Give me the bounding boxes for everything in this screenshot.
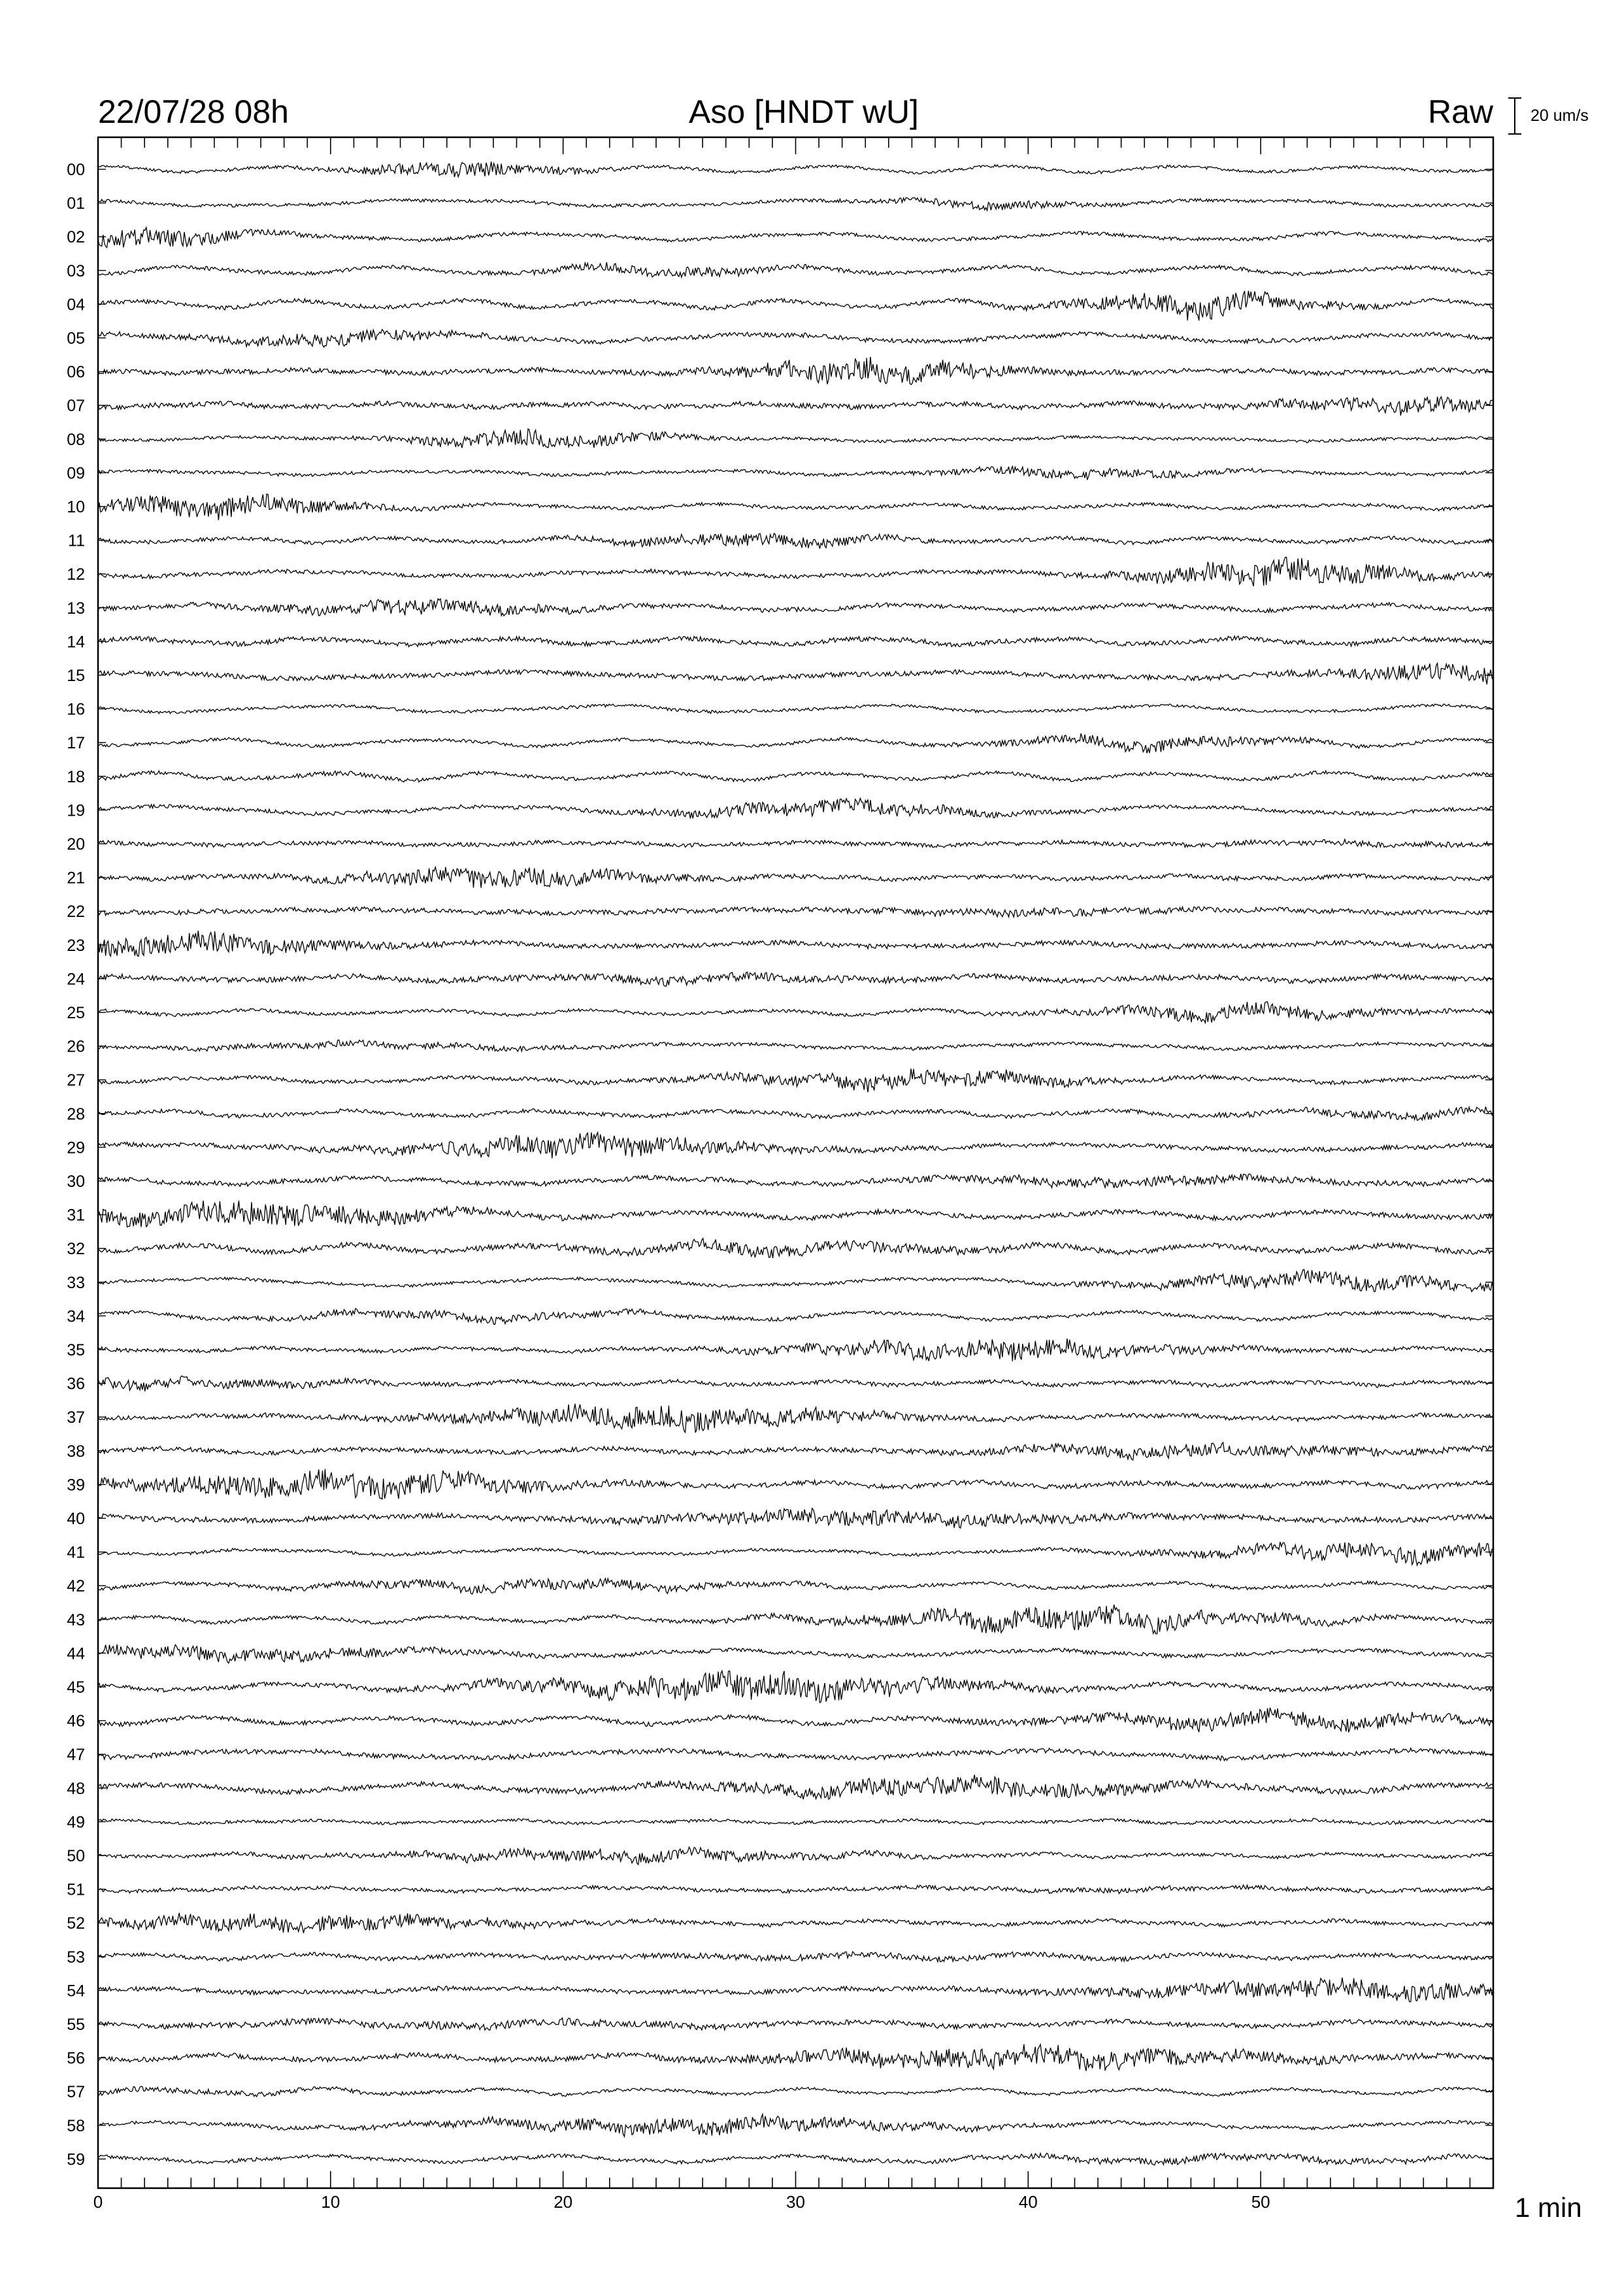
row-label: 38 — [67, 1442, 85, 1461]
row-label: 46 — [67, 1712, 85, 1731]
row-label: 41 — [67, 1543, 85, 1562]
row-label: 24 — [67, 970, 85, 989]
trace-row — [98, 1748, 1493, 1761]
trace-row — [98, 1239, 1493, 1258]
row-label: 02 — [67, 228, 85, 247]
trace-row — [98, 1308, 1493, 1324]
trace-row — [98, 1978, 1493, 2002]
trace-row — [98, 467, 1493, 480]
row-label: 56 — [67, 2049, 85, 2068]
trace-row — [98, 1644, 1493, 1663]
trace-row — [98, 2086, 1493, 2097]
row-label: 23 — [67, 936, 85, 955]
trace-row — [98, 599, 1493, 616]
trace-row — [98, 429, 1493, 448]
trace-row — [98, 1542, 1493, 1565]
row-label: 45 — [67, 1678, 85, 1697]
row-label: 27 — [67, 1071, 85, 1090]
row-label: 26 — [67, 1037, 85, 1056]
trace-row — [98, 2153, 1493, 2165]
row-label: 59 — [67, 2150, 85, 2169]
trace-row — [98, 2044, 1493, 2071]
row-label: 57 — [67, 2083, 85, 2102]
trace-row — [98, 262, 1493, 277]
row-label: 17 — [67, 734, 85, 753]
trace-row — [98, 357, 1493, 384]
row-label: 07 — [67, 397, 85, 416]
row-label: 53 — [67, 1948, 85, 1967]
trace-row — [98, 931, 1493, 956]
x-axis-label: 1 min — [1515, 2192, 1582, 2223]
trace-row — [98, 161, 1493, 177]
row-label: 14 — [67, 633, 85, 652]
trace-row — [98, 227, 1493, 248]
trace-row — [98, 972, 1493, 986]
trace-row — [98, 1885, 1493, 1893]
trace-row — [98, 1404, 1493, 1433]
row-label: 03 — [67, 261, 85, 280]
trace-row — [98, 1469, 1493, 1499]
row-label: 54 — [67, 1982, 85, 2001]
row-label: 31 — [67, 1206, 85, 1225]
traces — [98, 161, 1493, 2165]
trace-row — [98, 1708, 1493, 1733]
row-label: 30 — [67, 1173, 85, 1191]
x-tick-label: 40 — [1018, 2192, 1038, 2212]
row-label: 28 — [67, 1105, 85, 1123]
trace-row — [98, 1578, 1493, 1594]
row-label: 22 — [67, 903, 85, 922]
trace-row — [98, 533, 1493, 548]
row-label: 21 — [67, 869, 85, 888]
row-label: 50 — [67, 1847, 85, 1865]
row-label: 13 — [67, 599, 85, 618]
row-label: 33 — [67, 1273, 85, 1292]
x-tick-label: 50 — [1251, 2192, 1270, 2212]
date-hour-label: 22/07/28 08h — [98, 93, 289, 130]
trace-row — [98, 1913, 1493, 1933]
trace-row — [98, 867, 1493, 888]
row-label: 39 — [67, 1476, 85, 1495]
trace-row — [98, 2114, 1493, 2137]
trace-row — [98, 1775, 1493, 1800]
trace-row — [98, 1605, 1493, 1634]
row-label: 01 — [67, 194, 85, 213]
trace-row — [98, 1847, 1493, 1865]
row-label: 20 — [67, 835, 85, 854]
row-label: 37 — [67, 1408, 85, 1427]
row-label: 36 — [67, 1374, 85, 1393]
trace-row — [98, 907, 1493, 917]
trace-row — [98, 1818, 1493, 1825]
row-label: 19 — [67, 801, 85, 820]
trace-row — [98, 1952, 1493, 1962]
trace-row — [98, 1270, 1493, 1292]
trace-row — [98, 494, 1493, 520]
row-label: 00 — [67, 161, 85, 179]
trace-row — [98, 663, 1493, 684]
row-label: 58 — [67, 2116, 85, 2135]
row-label: 55 — [67, 2016, 85, 2034]
trace-row — [98, 636, 1493, 646]
trace-row — [98, 839, 1493, 848]
row-label: 43 — [67, 1610, 85, 1629]
row-label: 32 — [67, 1240, 85, 1259]
row-label: 05 — [67, 329, 85, 348]
row-labels — [67, 161, 85, 2169]
row-label: 47 — [67, 1746, 85, 1765]
trace-row — [98, 291, 1493, 321]
row-label: 52 — [67, 1914, 85, 1933]
trace-row — [98, 1040, 1493, 1052]
x-tick-label: 20 — [554, 2192, 573, 2212]
row-label: 06 — [67, 363, 85, 382]
x-tick-label: 0 — [93, 2192, 103, 2212]
mode-label: Raw — [1427, 93, 1493, 130]
row-label: 44 — [67, 1644, 85, 1663]
row-label: 51 — [67, 1880, 85, 1899]
row-label: 10 — [67, 498, 85, 516]
x-tick-label: 30 — [786, 2192, 805, 2212]
scale-bar-label: 20 um/s — [1530, 107, 1589, 125]
trace-row — [98, 1002, 1493, 1023]
x-tick-label: 10 — [321, 2192, 340, 2212]
row-label: 18 — [67, 767, 85, 786]
row-label: 48 — [67, 1779, 85, 1798]
trace-row — [98, 557, 1493, 586]
trace-row — [98, 2018, 1493, 2031]
trace-row — [98, 704, 1493, 714]
row-label: 34 — [67, 1307, 85, 1326]
trace-row — [98, 1442, 1493, 1460]
trace-row — [98, 1339, 1493, 1361]
trace-row — [98, 1174, 1493, 1188]
trace-row — [98, 1671, 1493, 1703]
trace-row — [98, 1201, 1493, 1227]
trace-row — [98, 1133, 1493, 1159]
row-label: 25 — [67, 1004, 85, 1022]
trace-row — [98, 1069, 1493, 1092]
trace-row — [98, 771, 1493, 782]
chart-title: Aso [HNDT wU] — [689, 93, 919, 130]
trace-row — [98, 1106, 1493, 1120]
row-label: 16 — [67, 700, 85, 719]
row-label: 08 — [67, 430, 85, 449]
row-label: 35 — [67, 1341, 85, 1359]
time-axis-ticks — [98, 137, 1493, 2188]
scale-bar — [1508, 98, 1521, 134]
trace-row — [98, 1508, 1493, 1528]
trace-row — [98, 329, 1493, 347]
row-label: 42 — [67, 1577, 85, 1596]
row-label: 15 — [67, 667, 85, 685]
row-label: 04 — [67, 295, 85, 314]
time-axis-labels — [93, 2192, 1270, 2212]
trace-row — [98, 798, 1493, 818]
row-label: 12 — [67, 565, 85, 584]
row-label: 29 — [67, 1139, 85, 1157]
row-label: 11 — [68, 531, 85, 550]
trace-row — [98, 397, 1493, 416]
trace-row — [98, 1376, 1493, 1391]
trace-row — [98, 733, 1493, 753]
row-label: 09 — [67, 464, 85, 483]
row-label: 49 — [67, 1813, 85, 1832]
row-label: 40 — [67, 1510, 85, 1528]
trace-row — [98, 197, 1493, 210]
plot-frame — [98, 137, 1493, 2188]
